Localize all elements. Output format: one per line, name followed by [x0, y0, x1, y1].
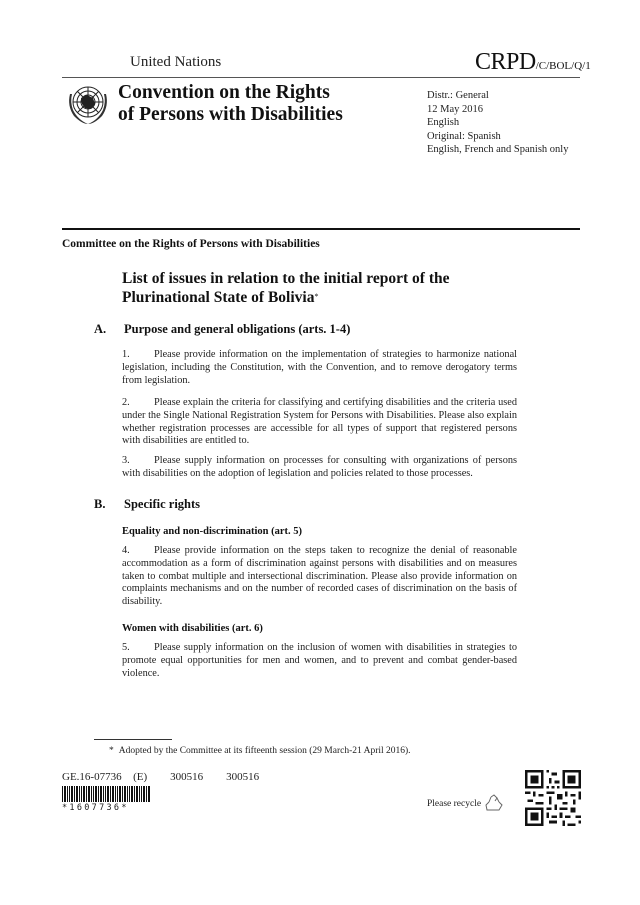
paragraph-text: Please supply information on the inclusion of women with disabilities in strategies to promote equal opportunities for men and women, and to prevent and combat gender-based violence.	[122, 642, 517, 679]
subsection-heading-art5: Equality and non-discrimination (art. 5)	[122, 526, 302, 537]
footnote-text: Adopted by the Committee at its fifteenth session (29 March-21 April 2016).	[118, 746, 411, 756]
qr-code-icon[interactable]	[525, 770, 581, 826]
paragraph-text: Please explain the criteria for classifying and certifying disabilities and the criteria used under the Single National Registration System for Persons with Disabilities. Please also explain whether registration processes are accessible for all types of support that registered persons with disabilities are entitled to.	[122, 397, 517, 447]
section-a-heading	[94, 322, 350, 337]
paragraph-5	[122, 642, 517, 680]
paragraph-text: Please supply information on processes for consulting with organizations of persons with disabilities on the adoption of legislation and policies related to those processes.	[122, 455, 517, 479]
paragraph-number: 4.	[122, 545, 130, 556]
convention-title-line1: Convention on the Rights	[118, 82, 330, 103]
issue-date: 12 May 2016	[427, 103, 483, 115]
document-title-line1: List of issues in relation to the initial report of the	[122, 270, 450, 287]
paragraph-number: 2.	[122, 397, 130, 408]
original-language: Original: Spanish	[427, 130, 501, 142]
convention-title-line2: of Persons with Disabilities	[118, 104, 343, 125]
header-rule	[62, 77, 580, 78]
barcode-icon	[62, 786, 150, 802]
language: English	[427, 117, 460, 128]
section-title: Purpose and general obligations (arts. 1-4)	[124, 322, 351, 336]
paragraph-1	[122, 349, 517, 387]
convention-title	[118, 82, 343, 126]
available-languages: English, French and Spanish only	[427, 144, 569, 155]
recycle-icon	[483, 793, 505, 815]
paragraph-text: Please provide information on the steps taken to recognize the denial of reasonable accommodation as a form of discrimination against persons with disabilities and on measures taken to combat multiple and intersectional discrimination. Please also provide information on complaints mechanisms and on the number of recorded cases of discrimination on the basis of disability.	[122, 545, 517, 608]
footnote-marker: *	[109, 746, 114, 756]
symbol-main: CRPD	[475, 49, 536, 75]
paragraph-number: 1.	[122, 349, 130, 360]
document-symbol	[475, 49, 591, 76]
recycle-notice	[427, 793, 505, 815]
footnote	[109, 746, 411, 756]
paragraph-number: 5.	[122, 642, 130, 653]
document-title	[122, 270, 450, 307]
committee-name: Committee on the Rights of Persons with Disabilities	[62, 238, 320, 250]
organization-name: United Nations	[130, 54, 222, 70]
recycle-label: Please recycle	[427, 799, 482, 809]
paragraph-4	[122, 545, 517, 609]
distribution-block	[427, 89, 568, 157]
un-emblem-icon	[64, 80, 112, 128]
header-divider	[62, 228, 580, 230]
paragraph-number: 3.	[122, 455, 130, 466]
section-letter: B.	[94, 497, 106, 511]
barcode-digits: *1607736*	[62, 803, 129, 813]
section-b-heading	[94, 497, 200, 512]
distribution-status: Distr.: General	[427, 90, 489, 101]
symbol-suffix: /C/BOL/Q/1	[535, 60, 591, 72]
document-title-line2: Plurinational State of Bolivia	[122, 289, 315, 306]
section-title: Specific rights	[124, 497, 201, 511]
document-reference: GE.16-07736 (E) 300516 300516	[62, 771, 260, 783]
subsection-heading-art6: Women with disabilities (art. 6)	[122, 623, 263, 634]
section-letter: A.	[94, 322, 107, 336]
paragraph-text: Please provide information on the implementation of strategies to harmonize national legislation, including the Constitution, with the Convention, and to remove derogatory terms from legislation.	[122, 349, 517, 386]
title-footnote-marker[interactable]: *	[314, 292, 319, 301]
paragraph-2	[122, 397, 517, 448]
footnote-rule	[94, 739, 172, 740]
paragraph-3	[122, 455, 517, 481]
